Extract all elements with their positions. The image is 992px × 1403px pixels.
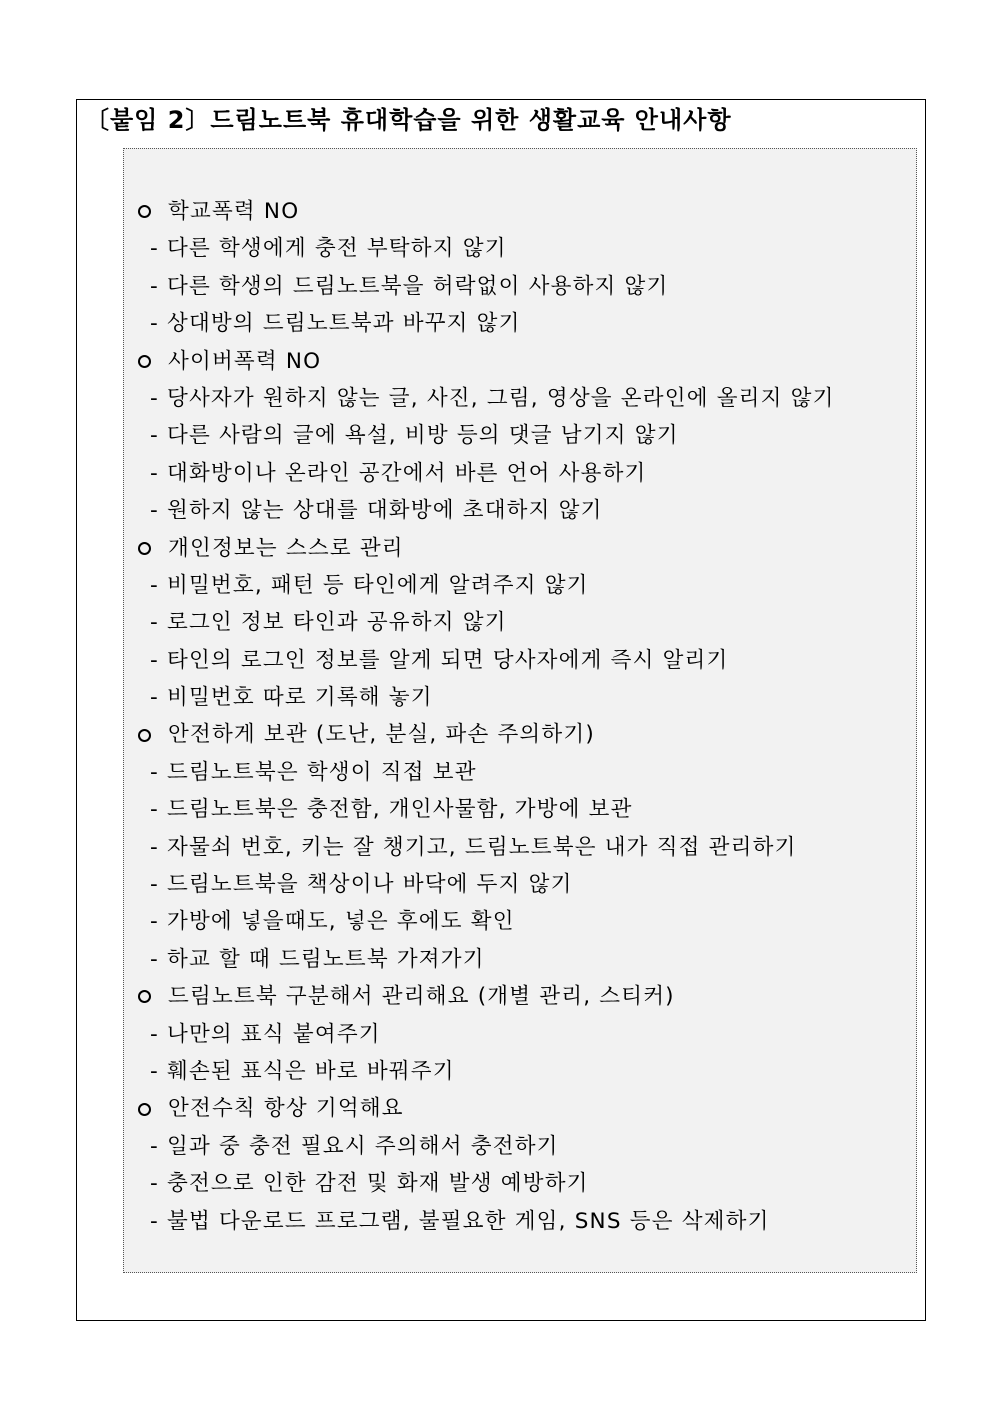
guideline-item-text: 불법 다운로드 프로그램, 불필요한 게임, SNS 등은 삭제하기 (166, 1208, 770, 1234)
dash-bullet: - (150, 946, 159, 972)
guideline-item (134, 1165, 910, 1202)
circle-bullet-icon (138, 729, 151, 742)
guideline-item (134, 1016, 910, 1053)
dash-bullet: - (150, 1021, 159, 1047)
guideline-item-text: 일과 중 충전 필요시 주의해서 충전하기 (166, 1133, 559, 1159)
circle-bullet-icon (138, 205, 151, 218)
dash-bullet: - (150, 834, 159, 860)
guideline-item (134, 230, 910, 267)
circle-bullet-icon (138, 990, 151, 1003)
section-heading (134, 1090, 910, 1127)
section-heading (134, 716, 910, 753)
guidelines-list (134, 193, 910, 1240)
dash-bullet: - (150, 685, 159, 711)
guidelines-box (123, 148, 917, 1273)
dash-bullet: - (150, 385, 159, 411)
guideline-item-text: 대화방이나 온라인 공간에서 바른 언어 사용하기 (166, 460, 647, 486)
section-heading (134, 343, 910, 380)
dash-bullet: - (150, 572, 159, 598)
document-title: 〔붙임 2〕드림노트북 휴대학습을 위한 생활교육 안내사항 (85, 106, 732, 134)
guideline-item-text: 다른 사람의 글에 욕설, 비방 등의 댓글 남기지 않기 (166, 423, 679, 449)
dash-bullet: - (150, 1058, 159, 1084)
dash-bullet: - (150, 498, 159, 524)
guideline-item-text: 로그인 정보 타인과 공유하지 않기 (166, 610, 507, 636)
guideline-item (134, 679, 910, 716)
guideline-item (134, 903, 910, 940)
dash-bullet: - (150, 1133, 159, 1159)
dash-bullet: - (150, 236, 159, 262)
guideline-item (134, 1128, 910, 1165)
dash-bullet: - (150, 1208, 159, 1234)
guideline-item-text: 가방에 넣을때도, 넣은 후에도 확인 (166, 909, 515, 935)
dash-bullet: - (150, 311, 159, 337)
guideline-item (134, 417, 910, 454)
guideline-item-text: 하교 할 때 드림노트북 가져가기 (166, 946, 485, 972)
circle-bullet-icon (138, 542, 151, 555)
section-heading-text: 안전하게 보관 (도난, 분실, 파손 주의하기) (168, 722, 595, 748)
dash-bullet: - (150, 460, 159, 486)
circle-bullet-icon (138, 355, 151, 368)
section-heading (134, 193, 910, 230)
guideline-item-text: 상대방의 드림노트북과 바꾸지 않기 (166, 311, 521, 337)
guideline-item-text: 드림노트북은 학생이 직접 보관 (166, 759, 477, 785)
guideline-item-text: 당사자가 원하지 않는 글, 사진, 그림, 영상을 온라인에 올리지 않기 (166, 385, 835, 411)
section-heading (134, 530, 910, 567)
document-frame (76, 99, 926, 1321)
guideline-item (134, 305, 910, 342)
guideline-item (134, 268, 910, 305)
dash-bullet: - (150, 273, 159, 299)
guideline-item (134, 380, 910, 417)
guideline-item-text: 타인의 로그인 정보를 알게 되면 당사자에게 즉시 알리기 (166, 647, 729, 673)
guideline-item-text: 다른 학생에게 충전 부탁하지 않기 (166, 236, 507, 262)
guideline-section (134, 716, 910, 978)
guideline-item-text: 비밀번호 따로 기록해 놓기 (166, 685, 433, 711)
guideline-section (134, 193, 910, 343)
guideline-item (134, 791, 910, 828)
section-heading-text: 드림노트북 구분해서 관리해요 (개별 관리, 스티커) (168, 984, 675, 1010)
guideline-item-text: 원하지 않는 상대를 대화방에 초대하지 않기 (166, 498, 603, 524)
dash-bullet: - (150, 797, 159, 823)
guideline-item-text: 드림노트북을 책상이나 바닥에 두지 않기 (166, 872, 573, 898)
guideline-item (134, 492, 910, 529)
section-heading-text: 개인정보는 스스로 관리 (168, 535, 404, 561)
guideline-item (134, 754, 910, 791)
guideline-item-text: 나만의 표식 붙여주기 (166, 1021, 381, 1047)
guideline-section (134, 1090, 910, 1240)
dash-bullet: - (150, 872, 159, 898)
guideline-item (134, 866, 910, 903)
guideline-item-text: 다른 학생의 드림노트북을 허락없이 사용하지 않기 (166, 273, 669, 299)
guideline-item (134, 941, 910, 978)
dash-bullet: - (150, 610, 159, 636)
guideline-section (134, 343, 910, 530)
dash-bullet: - (150, 909, 159, 935)
section-heading-text: 학교폭력 NO (168, 199, 300, 224)
guideline-item (134, 642, 910, 679)
guideline-item (134, 1053, 910, 1090)
guideline-item-text: 훼손된 표식은 바로 바꿔주기 (166, 1058, 455, 1084)
section-heading (134, 978, 910, 1015)
dash-bullet: - (150, 423, 159, 449)
guideline-item (134, 829, 910, 866)
guideline-item-text: 자물쇠 번호, 키는 잘 챙기고, 드림노트북은 내가 직접 관리하기 (166, 834, 797, 860)
section-heading-text: 안전수칙 항상 기억해요 (168, 1096, 404, 1122)
section-heading-text: 사이버폭력 NO (168, 348, 322, 374)
guideline-section (134, 530, 910, 717)
guideline-item (134, 567, 910, 604)
dash-bullet: - (150, 647, 159, 673)
dash-bullet: - (150, 759, 159, 785)
guideline-item (134, 604, 910, 641)
guideline-item-text: 드림노트북은 충전함, 개인사물함, 가방에 보관 (166, 797, 633, 823)
guideline-item (134, 455, 910, 492)
guideline-item-text: 충전으로 인한 감전 및 화재 발생 예방하기 (166, 1171, 589, 1197)
circle-bullet-icon (138, 1103, 151, 1116)
dash-bullet: - (150, 1171, 159, 1197)
guideline-item (134, 1203, 910, 1240)
guideline-item-text: 비밀번호, 패턴 등 타인에게 알려주지 않기 (166, 572, 589, 598)
guideline-section (134, 978, 910, 1090)
